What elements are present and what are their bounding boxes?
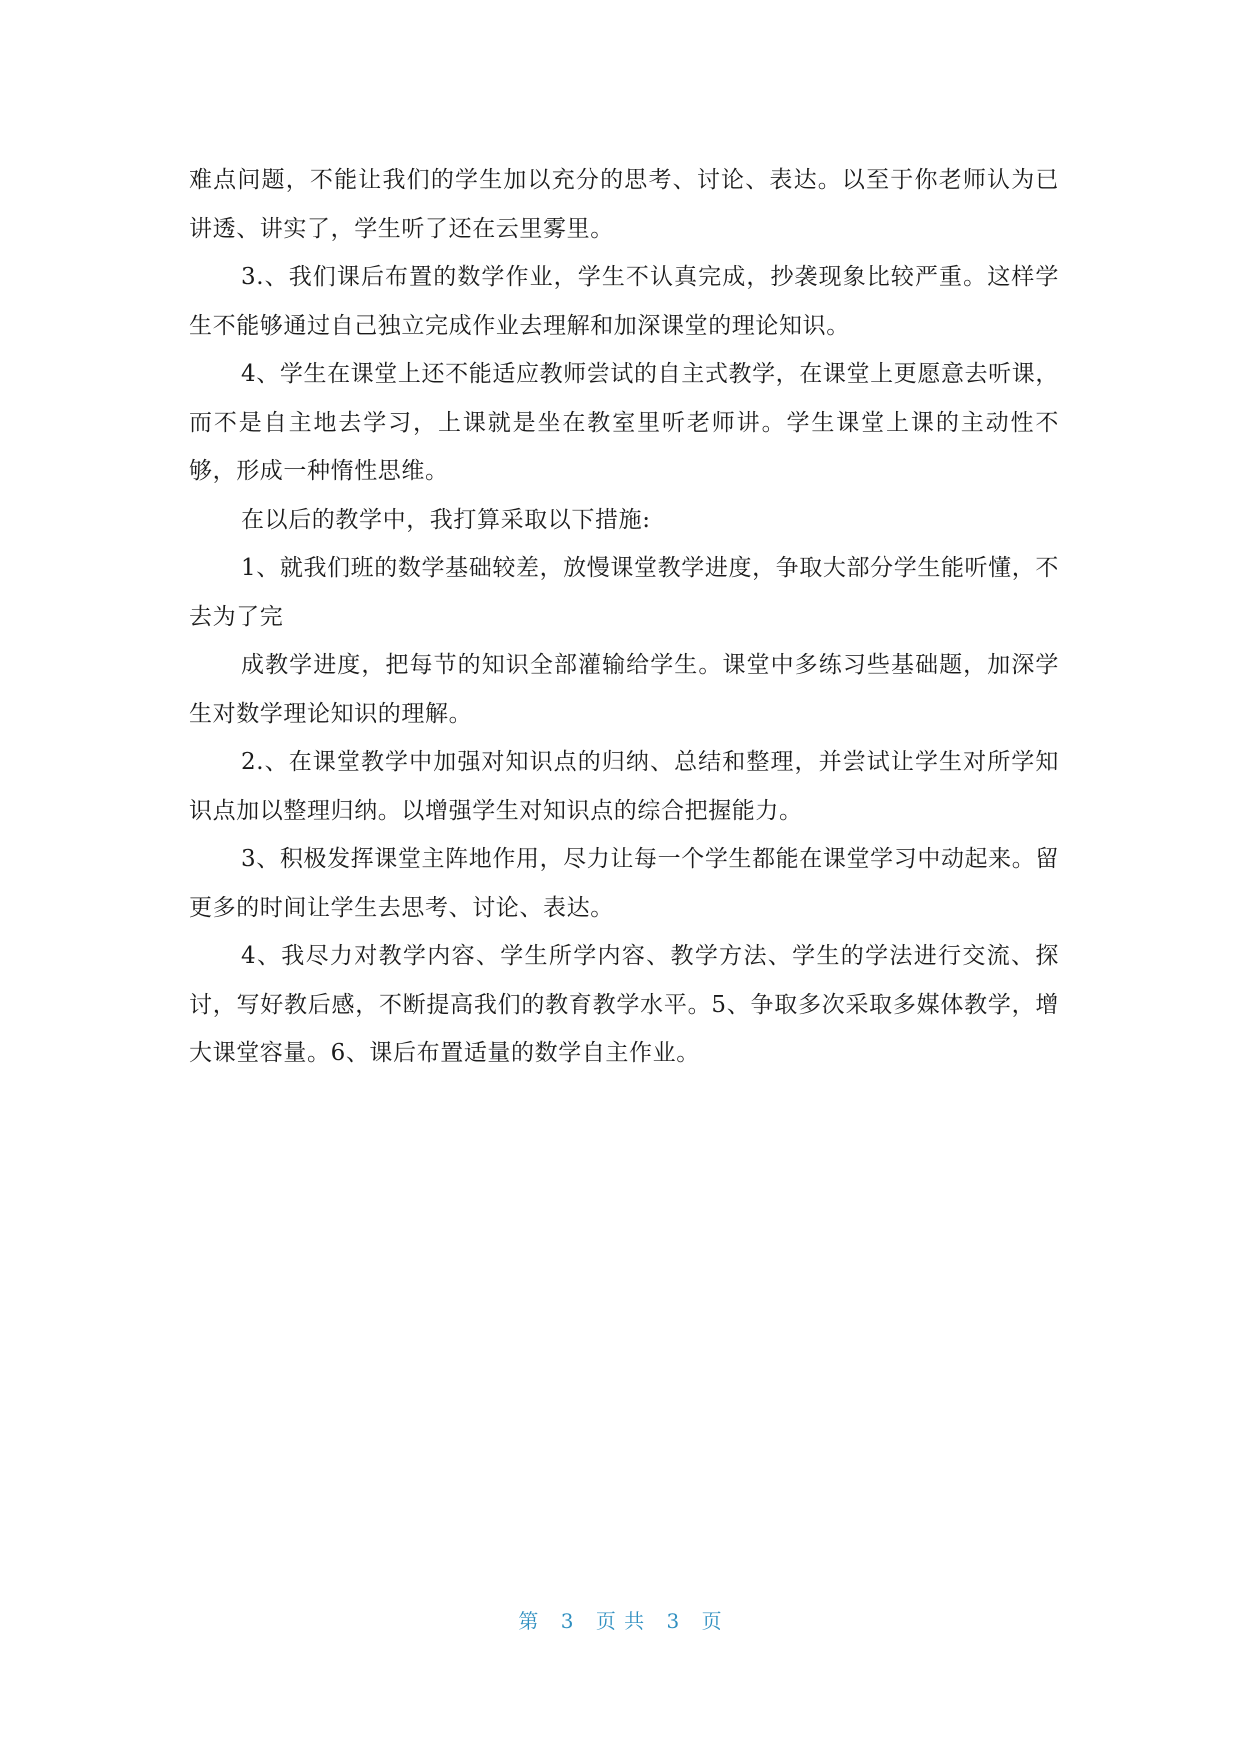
paragraph: 成教学进度，把每节的知识全部灌输给学生。课堂中多练习些基础题，加深学生对数学理论知识的理解。 [189, 652, 1059, 727]
paragraph: 3、积极发挥课堂主阵地作用，尽力让每一个学生都能在课堂学习中动起来。留更多的时间让学生去思考、讨论、表达。 [189, 846, 1059, 921]
document-body [189, 156, 1059, 1078]
paragraph: 2.、在课堂教学中加强对知识点的归纳、总结和整理，并尝试让学生对所学知识点加以整理归纳。以增强学生对知识点的综合把握能力。 [189, 749, 1059, 824]
footer-word-ye-gong: 页 共 [595, 1609, 646, 1633]
paragraph: 在以后的教学中，我打算采取以下措施: [241, 506, 651, 533]
paragraph: 难点问题，不能让我们的学生加以充分的思考、讨论、表达。以至于你老师认为已讲透、讲实了，学生听了还在云里雾里。 [189, 167, 1059, 242]
paragraph: 4、学生在课堂上还不能适应教师尝试的自主式教学，在课堂上更愿意去听课，而不是自主地去学习，上课就是坐在教室里听老师讲。学生课堂上课的主动性不够，形成一种惰性思维。 [189, 361, 1059, 484]
paragraph: 4、我尽力对教学内容、学生所学内容、教学方法、学生的学法进行交流、探讨，写好教后感，不断提高我们的教育教学水平。5、争取多次采取多媒体教学，增大课堂容量。6、课后布置适量的数学自主作业。 [189, 943, 1059, 1066]
paragraph: 3.、我们课后布置的数学作业，学生不认真完成，抄袭现象比较严重。这样学生不能够通过自己独立完成作业去理解和加深课堂的理论知识。 [189, 264, 1059, 339]
current-page-number: 3 [560, 1609, 575, 1633]
footer-word-ye: 页 [701, 1609, 723, 1633]
page-number-footer [0, 1605, 1241, 1634]
total-page-number: 3 [666, 1609, 681, 1633]
paragraph: 1、就我们班的数学基础较差，放慢课堂教学进度，争取大部分学生能听懂，不去为了完 [189, 555, 1059, 630]
footer-word-di: 第 [518, 1609, 540, 1633]
